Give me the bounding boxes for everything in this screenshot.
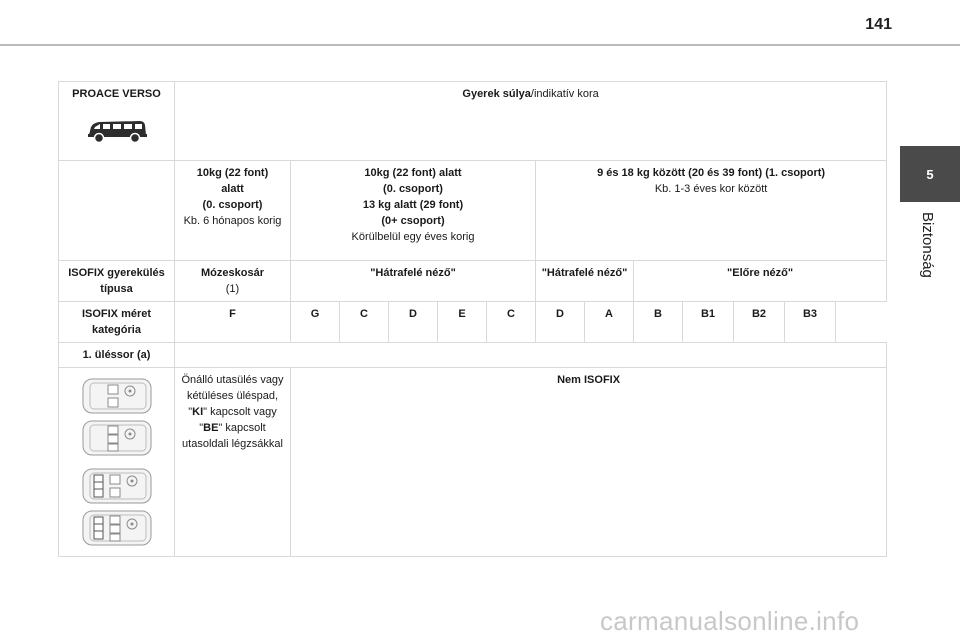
seat-description bbox=[175, 368, 291, 557]
watermark: carmanualsonline.info bbox=[600, 606, 860, 636]
chapter-label: Biztonság bbox=[919, 212, 936, 278]
group-0plus-line-3: 13 kg alatt (29 font) bbox=[362, 199, 464, 211]
seat-description-part-3: " kapcsolt utasoldali légzsákkal bbox=[182, 422, 283, 450]
carrycot-note: (1) bbox=[225, 283, 240, 295]
group-0plus-line-1: 10kg (22 font) alatt bbox=[364, 167, 462, 179]
rear-facing-label-1: "Hátrafelé néző" bbox=[291, 261, 536, 302]
seat-value: Nem ISOFIX bbox=[291, 368, 887, 557]
size-cell: D bbox=[536, 302, 585, 343]
weight-header-cell bbox=[175, 82, 887, 161]
size-cell: B bbox=[634, 302, 683, 343]
seat-layout-icon-1 bbox=[82, 378, 152, 414]
seat-layout-icon-2 bbox=[82, 420, 152, 456]
isofix-table bbox=[58, 81, 887, 557]
size-row bbox=[59, 302, 887, 343]
size-cell: C bbox=[487, 302, 536, 343]
type-row-label: ISOFIX gyerekülés típusa bbox=[59, 261, 175, 302]
group-1-note: Kb. 1-3 éves kor között bbox=[654, 183, 768, 195]
rear-facing-label-2: "Hátrafelé néző" bbox=[536, 261, 634, 302]
vehicle-cell bbox=[59, 82, 175, 161]
size-cell: B1 bbox=[683, 302, 734, 343]
group-0-line-2: alatt bbox=[221, 183, 244, 195]
group-0-line-3: (0. csoport) bbox=[202, 199, 263, 211]
group-row bbox=[59, 161, 887, 261]
seat-description-part-2: " kapcsolt vagy " bbox=[199, 406, 277, 434]
group-0-note: Kb. 6 hónapos korig bbox=[183, 215, 282, 227]
size-cell: D bbox=[389, 302, 438, 343]
forward-facing-label: "Előre néző" bbox=[634, 261, 887, 302]
seat-description-part-1: Önálló utasülés vagy kétüléses üléspad, " bbox=[181, 374, 284, 418]
size-cell: B3 bbox=[785, 302, 836, 343]
type-row bbox=[59, 261, 887, 302]
group-0-cell bbox=[175, 161, 291, 261]
size-cell: A bbox=[585, 302, 634, 343]
group-0plus-note: Körülbelül egy éves korig bbox=[351, 231, 475, 243]
chapter-tab[interactable]: 5 bbox=[900, 146, 960, 202]
table-header-row bbox=[59, 82, 887, 161]
size-cell: F bbox=[175, 302, 291, 343]
van-icon bbox=[86, 118, 148, 144]
seat-layout-icon-4 bbox=[82, 510, 152, 546]
group-0plus-line-4: (0+ csoport) bbox=[381, 215, 445, 227]
size-row-label: ISOFIX méret kategória bbox=[59, 302, 175, 343]
size-cell: G bbox=[291, 302, 340, 343]
seat-row-label: 1. üléssor (a) bbox=[59, 343, 175, 368]
size-cell: C bbox=[340, 302, 389, 343]
weight-header-rest: /indikatív kora bbox=[530, 88, 599, 100]
airbag-off-label: KI bbox=[192, 406, 204, 418]
carrycot-cell bbox=[175, 261, 291, 302]
seat-row-header bbox=[59, 343, 887, 368]
vehicle-name: PROACE VERSO bbox=[72, 88, 161, 100]
size-cell: E bbox=[438, 302, 487, 343]
group-1-line: 9 és 18 kg között (20 és 39 font) (1. csoport) bbox=[597, 167, 826, 179]
group-0plus-line-2: (0. csoport) bbox=[383, 183, 443, 195]
seat-icons-cell bbox=[59, 368, 175, 557]
airbag-on-label: BE bbox=[203, 422, 219, 434]
seat-layout-icon-3 bbox=[82, 468, 152, 504]
size-cell: B2 bbox=[734, 302, 785, 343]
empty-cell bbox=[59, 161, 175, 261]
page-number: 141 bbox=[865, 16, 892, 33]
header-rule bbox=[0, 44, 960, 46]
group-0plus-cell bbox=[291, 161, 536, 261]
weight-header-bold: Gyerek súlya bbox=[462, 88, 531, 100]
group-0-line-1: 10kg (22 font) bbox=[196, 167, 269, 179]
seat-row bbox=[59, 368, 887, 557]
group-1-cell bbox=[536, 161, 887, 261]
carrycot-label: Mózeskosár bbox=[201, 267, 264, 279]
seat-row-empty bbox=[175, 343, 887, 368]
